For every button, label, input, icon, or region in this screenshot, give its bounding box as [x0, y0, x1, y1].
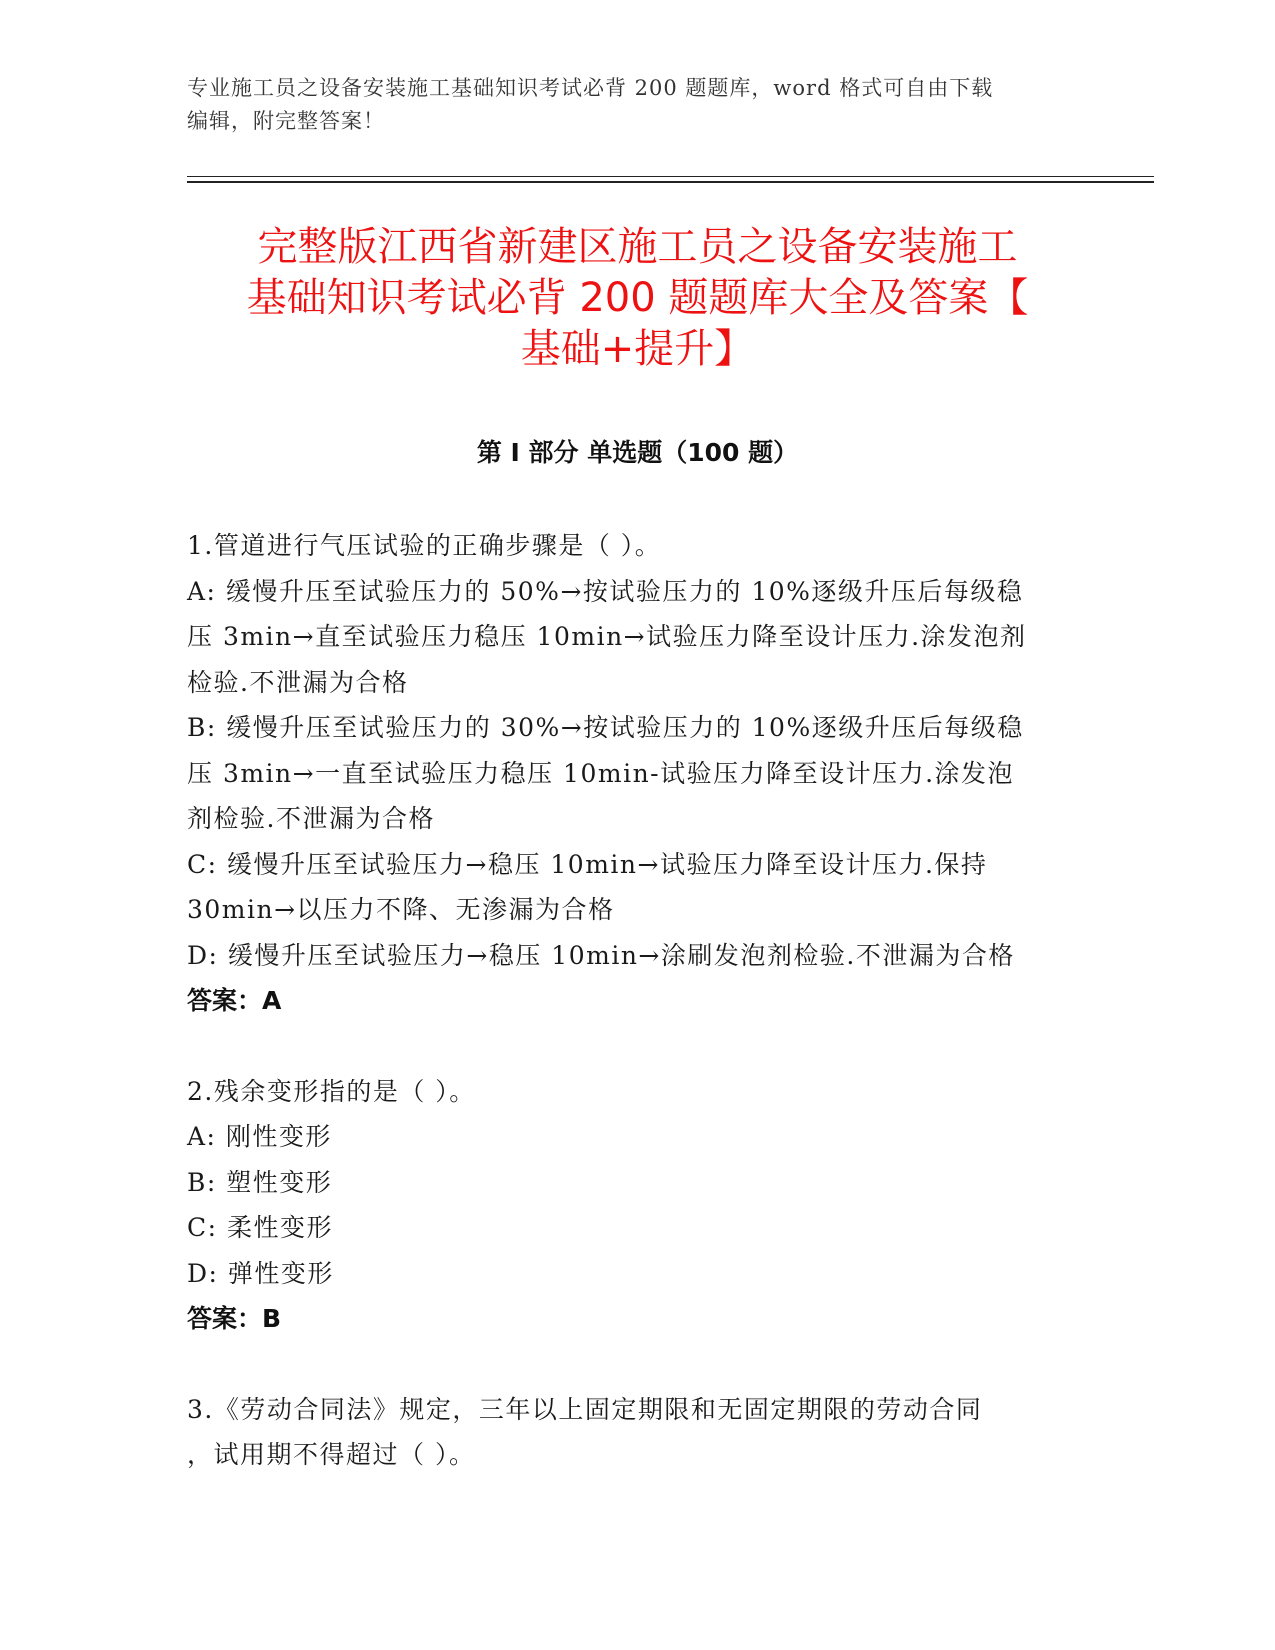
option-a: A: 刚性变形 [187, 1122, 332, 1151]
section-heading: 第 I 部分 单选题（100 题） [476, 438, 799, 467]
header-divider-thin [187, 176, 1154, 177]
option-d: D: 缓慢升压至试验压力→稳压 10min→涂刷发泡剂检验.不泄漏为合格 [187, 940, 1015, 970]
option-b: B: 缓慢升压至试验压力的 30%→按试验压力的 10%逐级升压后每级稳 [187, 713, 1024, 742]
header-note-line: 专业施工员之设备安装施工基础知识考试必背 200 题题库，word 格式可自由下载 [187, 76, 994, 100]
option-d: D: 弹性变形 [187, 1258, 334, 1288]
option-c-continued: 30min→以压力不降、无渗漏为合格 [187, 895, 615, 924]
answer-label: 答案：B [187, 1304, 282, 1333]
option-c: C: 缓慢升压至试验压力→稳压 10min→试验压力降至设计压力.保持 [187, 849, 988, 879]
option-b-continued: 剂检验.不泄漏为合格 [187, 804, 435, 833]
option-a-continued: 检验.不泄漏为合格 [187, 667, 409, 697]
question-list [187, 523, 1087, 1523]
question-stem: 2.残余变形指的是（ ）。 [187, 1076, 476, 1106]
title-line: 基础+提升】 [520, 326, 755, 372]
header-note-line: 编辑，附完整答案！ [187, 109, 385, 133]
header-note [187, 72, 1087, 138]
question-3 [187, 1387, 1087, 1478]
question-1 [187, 523, 1087, 1024]
option-b: B: 塑性变形 [187, 1167, 333, 1197]
option-c: C: 柔性变形 [187, 1213, 333, 1242]
question-2 [187, 1069, 1087, 1342]
question-stem: 3.《劳动合同法》规定，三年以上固定期限和无固定期限的劳动合同 [187, 1394, 983, 1424]
option-a: A: 缓慢升压至试验压力的 50%→按试验压力的 10%逐级升压后每级稳 [187, 576, 1024, 606]
answer-label: 答案：A [187, 986, 282, 1015]
option-b-continued: 压 3min→一直至试验压力稳压 10min-试验压力降至设计压力.涂发泡 [187, 758, 1015, 788]
question-stem-continued: ，试用期不得超过（ ）。 [187, 1440, 476, 1469]
option-a-continued: 压 3min→直至试验压力稳压 10min→试验压力降至设计压力.涂发泡剂 [187, 622, 1027, 651]
document-title [150, 222, 1125, 375]
header-divider-thick [187, 181, 1154, 183]
title-line: 完整版江西省新建区施工员之设备安装施工 [257, 224, 1018, 270]
question-stem: 1.管道进行气压试验的正确步骤是（ ）。 [187, 531, 662, 560]
title-line: 基础知识考试必背 200 题题库大全及答案【 [246, 275, 1029, 321]
